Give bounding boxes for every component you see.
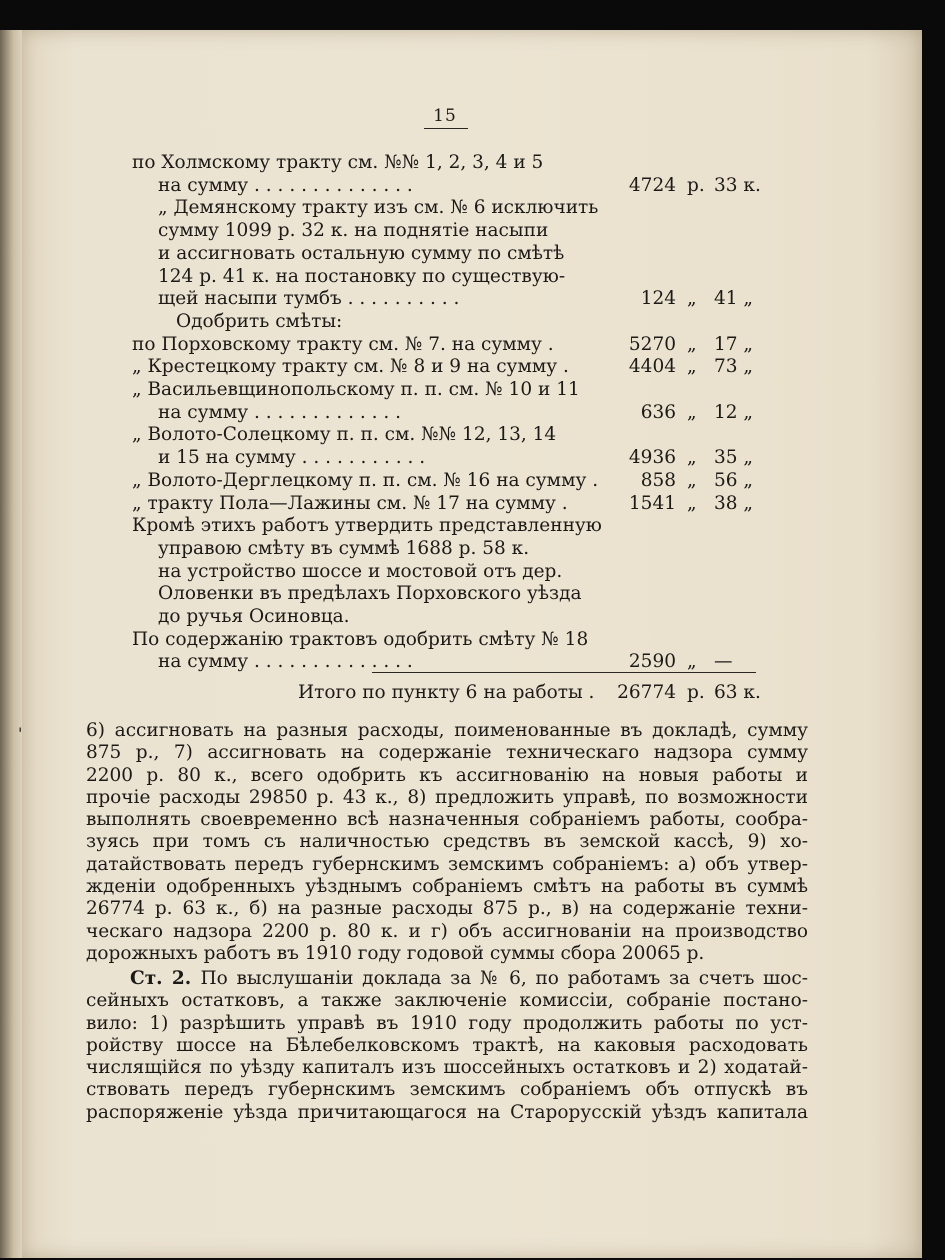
estimate-line: Кромѣ этихъ работъ утвердить представленную — [132, 515, 602, 536]
paragraph-line: ройству шоссе на Бѣлебелковскомъ трактѣ, на каковыя расходовать — [86, 1034, 808, 1056]
estimate-rub: „ — [687, 493, 697, 514]
estimate-rub: р. — [687, 175, 705, 196]
paragraph-line: ствовать передъ губернскимъ земскимъ собраніемъ объ отпускѣ въ — [86, 1079, 808, 1101]
estimate-kop: 56 „ — [714, 470, 754, 491]
paragraph-line: прочіе расходы 29850 р. 43 к., 8) предложить управѣ, по возможности — [86, 786, 808, 808]
estimate-rub: „ — [687, 651, 697, 672]
estimate-line: „ Васильевщинопольскому п. п. см. № 10 и 11 — [132, 379, 580, 400]
estimate-line: „ Волото-Солецкому п. п. см. №№ 12, 13, 14 — [132, 424, 557, 445]
paragraph-line: ческаго надзора 2200 р. 80 к. и г) объ ассигнованіи на производство — [86, 920, 808, 942]
estimate-line: сумму 1099 р. 32 к. на поднятіе насыпи — [158, 220, 549, 241]
paragraph-line: 875 р., 7) ассигновать на содержаніе техническаго надзора сумму — [86, 742, 808, 764]
paragraph-line: вило: 1) разрѣшить управѣ въ 1910 году продолжить работы по уст- — [86, 1012, 808, 1034]
paragraph-article-2 — [86, 968, 808, 1124]
estimate-rub: „ — [687, 470, 697, 491]
estimate-kop: 41 „ — [714, 288, 754, 309]
page-number: 15 — [433, 106, 457, 126]
estimate-line: и ассигновать остальную сумму по смѣтѣ — [158, 243, 565, 264]
estimate-rub: „ — [687, 288, 697, 309]
estimate-amount: 2590 — [628, 651, 676, 672]
estimate-kop: 17 „ — [714, 334, 754, 355]
estimate-line: на сумму . . . . . . . . . . . . . . — [158, 175, 413, 196]
estimate-rub: „ — [687, 356, 697, 377]
estimate-line: щей насыпи тумбъ . . . . . . . . . . — [158, 288, 460, 309]
estimate-line: Оловенки въ предѣлахъ Порховского уѣзда — [158, 583, 582, 604]
estimate-line: 124 р. 41 к. на постановку по существую- — [158, 266, 566, 287]
total-rub: р. — [687, 682, 705, 703]
estimate-line: управою смѣту въ суммѣ 1688 р. 58 к. — [158, 538, 530, 559]
estimate-kop: 73 „ — [714, 356, 754, 377]
paragraph-line: жденіи одобренныхъ уѣзднымъ собраніемъ смѣтъ на работы въ суммѣ — [86, 876, 808, 898]
estimate-kop: 33 к. — [714, 175, 761, 196]
estimate-amount: 1541 — [628, 493, 676, 514]
estimate-rub: „ — [687, 402, 697, 423]
estimate-amount: 5270 — [628, 334, 676, 355]
estimate-kop: — — [714, 651, 733, 672]
paragraph-line: числящійся по уѣзду капиталъ изъ шоссейныхъ остатковъ и 2) ходатай- — [86, 1057, 808, 1079]
article-heading: Ст. 2. — [130, 968, 201, 989]
estimate-line: на устройство шоссе и мостовой отъ дер. — [158, 561, 563, 582]
estimate-line: на сумму . . . . . . . . . . . . . — [158, 402, 402, 423]
estimate-rub: „ — [687, 447, 697, 468]
paragraph-line: сейныхъ остатковъ, а также заключеніе комиссіи, собраніе постано- — [86, 990, 808, 1012]
estimate-line: По содержанію трактовъ одобрить смѣту № 18 — [132, 629, 589, 650]
total-label: Итого по пункту 6 на работы . — [298, 682, 595, 703]
paragraph-line: дорожныхъ работъ въ 1910 году годовой суммы сбора 20065 р. — [86, 942, 705, 964]
estimate-amount: 858 — [640, 470, 676, 491]
estimate-kop: 12 „ — [714, 402, 754, 423]
paragraph-line: 26774 р. 63 к., б) на разные расходы 875 р., в) на содержаніе техни- — [86, 898, 808, 920]
book-spine — [0, 30, 22, 1258]
paragraph-line: зуясь при томъ съ наличностью средствъ въ земской кассѣ, 9) хо- — [86, 831, 808, 853]
estimate-line: до ручья Осиновца. — [158, 606, 350, 627]
estimate-line: и 15 на сумму . . . . . . . . . . . — [158, 447, 426, 468]
estimate-line: „ тракту Пола—Лажины см. № 17 на сумму . — [132, 493, 568, 514]
paragraph-line: 6) ассигновать на разныя расходы, поименованные въ докладѣ, сумму — [86, 720, 808, 741]
paragraph-resolutions — [86, 720, 808, 965]
estimate-line: по Порховскому тракту см. № 7. на сумму . — [132, 334, 554, 355]
estimate-amount: 124 — [640, 288, 676, 309]
estimate-amount: 4404 — [628, 356, 676, 377]
page-number-rule — [424, 128, 468, 129]
total-kop: 63 к. — [714, 682, 761, 703]
estimate-rub: „ — [687, 334, 697, 355]
estimate-line: „ Демянскому тракту изъ см. № 6 исключить — [158, 197, 599, 218]
estimate-line: „ Волото-Дерглецкому п. п. см. № 16 на сумму . — [132, 470, 599, 491]
estimate-line: Одобрить смѣты: — [176, 311, 343, 332]
estimate-kop: 38 „ — [714, 493, 754, 514]
paragraph-line: Ст. 2. По выслушаніи доклада за № 6, по работамъ за счетъ шос- — [130, 968, 809, 989]
estimate-amount: 636 — [640, 402, 676, 423]
paragraph-line: датайствовать передъ губернскимъ земскимъ собраніемъ: а) объ утвер- — [86, 853, 808, 875]
margin-mark: ' — [18, 724, 23, 743]
paragraph-line: 2200 р. 80 к., всего одобрить къ ассигнованію на новыя работы и — [86, 764, 808, 786]
estimate-line: на сумму . . . . . . . . . . . . . . — [158, 651, 413, 672]
estimate-amount: 4724 — [628, 175, 676, 196]
estimate-kop: 35 „ — [714, 447, 754, 468]
paragraph-line: распоряженіе уѣзда причитающагося на Старорусскій уѣздъ капитала — [86, 1101, 808, 1123]
estimate-line: „ Крестецкому тракту см. № 8 и 9 на сумму . — [132, 356, 569, 377]
estimate-line: по Холмскому тракту см. №№ 1, 2, 3, 4 и 5 — [132, 152, 544, 173]
estimate-amount: 4936 — [628, 447, 676, 468]
total-rule — [372, 672, 756, 673]
paragraph-line: выполнять своевременно всѣ назначенныя собраніемъ работы, сообра- — [86, 809, 808, 831]
total-amount: 26774 — [617, 682, 676, 703]
